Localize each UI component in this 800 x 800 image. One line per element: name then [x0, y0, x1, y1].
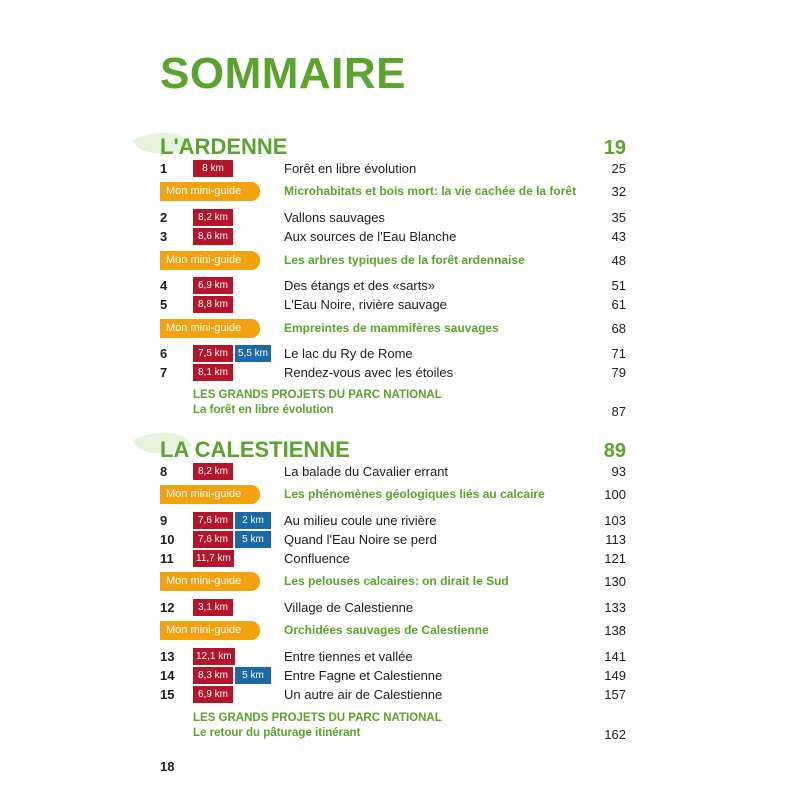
toc-walk-row[interactable] — [160, 159, 626, 178]
walk-number: 12 — [160, 600, 175, 615]
page-number: 71 — [611, 346, 626, 361]
toc-walk-row[interactable] — [160, 549, 626, 568]
short-distance-badge: 2 km — [235, 512, 271, 529]
toc-walk-row[interactable] — [160, 344, 626, 363]
guide-title: Les phénomènes géologiques liés au calcaire — [284, 487, 545, 501]
toc-guide-row[interactable] — [160, 319, 626, 338]
page-number: 138 — [604, 623, 626, 638]
page-number: 51 — [611, 278, 626, 293]
short-distance-badge: 5 km — [235, 531, 271, 548]
distance-badge: 8 km — [193, 160, 233, 177]
walk-number: 6 — [160, 346, 168, 361]
distance-badge: 3,1 km — [193, 599, 233, 616]
distance-badge: 8,6 km — [193, 228, 233, 245]
walk-title: Au milieu coule une rivière — [284, 513, 437, 528]
page-folio: 18 — [160, 759, 175, 774]
toc-projet-row[interactable] — [193, 388, 626, 420]
toc-projet-row[interactable] — [193, 711, 626, 743]
toc-walk-row[interactable] — [160, 511, 626, 530]
walk-number: 3 — [160, 229, 168, 244]
walk-number: 11 — [160, 551, 174, 566]
toc-walk-row[interactable] — [160, 685, 626, 704]
walk-title: Forêt en libre évolution — [284, 161, 417, 176]
walk-number: 2 — [160, 210, 168, 225]
toc-walk-row[interactable] — [160, 666, 626, 685]
walk-number: 9 — [160, 513, 168, 528]
toc-walk-row[interactable] — [160, 276, 626, 295]
walk-number: 1 — [160, 161, 168, 176]
distance-badge: 7,6 km — [193, 531, 233, 548]
distance-badge: 11,7 km — [193, 550, 234, 567]
walk-title: Un autre air de Calestienne — [284, 687, 443, 702]
page-number: 79 — [611, 365, 626, 380]
walk-title: Entre Fagne et Calestienne — [284, 668, 443, 683]
page-number: 61 — [611, 297, 626, 312]
page-number: 68 — [611, 321, 626, 336]
distance-badge: 6,9 km — [193, 686, 233, 703]
guide-title: Les arbres typiques de la forêt ardennaise — [284, 253, 525, 267]
walk-title: Quand l'Eau Noire se perd — [284, 532, 437, 547]
toc-walk-row[interactable] — [160, 295, 626, 314]
page-number: 93 — [611, 464, 626, 479]
page-number: 35 — [611, 210, 626, 225]
page-number: 48 — [611, 253, 626, 268]
walk-number: 13 — [160, 649, 175, 664]
toc-guide-row[interactable] — [160, 621, 626, 640]
guide-title: Les pelouses calcaires: on dirait le Sud — [284, 574, 509, 588]
distance-badge: 8,3 km — [193, 667, 233, 684]
guide-title: Empreintes de mammifères sauvages — [284, 321, 499, 335]
page-number: 157 — [604, 687, 626, 702]
page-number: 103 — [604, 513, 626, 528]
section-name: L'ARDENNE — [160, 134, 288, 159]
page-number: 32 — [611, 184, 626, 199]
walk-title: Entre tiennes et vallée — [284, 649, 413, 664]
projet-title: La forêt en libre évolution — [193, 404, 334, 416]
walk-title: Rendez-vous avec les étoiles — [284, 365, 454, 380]
distance-badge: 8,2 km — [193, 209, 233, 226]
toc-walk-row[interactable] — [160, 598, 626, 617]
projet-heading: LES GRANDS PROJETS DU PARC NATIONAL — [193, 712, 442, 724]
page-number: 141 — [604, 649, 626, 664]
toc-guide-row[interactable] — [160, 572, 626, 591]
distance-badge: 8,1 km — [193, 364, 233, 381]
walk-number: 4 — [160, 278, 168, 293]
toc-walk-row[interactable] — [160, 227, 626, 246]
toc-guide-row[interactable] — [160, 485, 626, 504]
page-title: SOMMAIRE — [160, 49, 406, 98]
distance-badge: 12,1 km — [193, 648, 235, 665]
walk-title: La balade du Cavalier errant — [284, 464, 449, 479]
distance-badge: 7,6 km — [193, 512, 233, 529]
mini-guide-badge: Mon mini-guide — [160, 182, 260, 201]
walk-number: 14 — [160, 668, 175, 683]
page-number: 25 — [611, 161, 626, 176]
walk-title: Aux sources de l'Eau Blanche — [284, 229, 457, 244]
guide-title: Microhabitats et bois mort: la vie cachée de la forêt — [284, 184, 577, 198]
walk-title: Village de Calestienne — [284, 600, 414, 615]
mini-guide-badge: Mon mini-guide — [160, 572, 260, 591]
mini-guide-badge: Mon mini-guide — [160, 319, 260, 338]
page-number: 121 — [604, 551, 626, 566]
walk-title: L'Eau Noire, rivière sauvage — [284, 297, 447, 312]
page-number: 149 — [604, 668, 626, 683]
section-name: LA CALESTIENNE — [160, 437, 350, 462]
page-number: 43 — [611, 229, 626, 244]
toc-walk-row[interactable] — [160, 647, 626, 666]
distance-badge: 6,9 km — [193, 277, 233, 294]
page-number: 100 — [604, 487, 626, 502]
distance-badge: 7,5 km — [193, 345, 233, 362]
mini-guide-badge: Mon mini-guide — [160, 251, 260, 270]
page-number: 113 — [605, 532, 626, 547]
section-page: 89 — [603, 440, 626, 462]
projet-title: Le retour du pâturage itinérant — [193, 727, 361, 739]
projet-heading: LES GRANDS PROJETS DU PARC NATIONAL — [193, 389, 442, 401]
mini-guide-badge: Mon mini-guide — [160, 621, 260, 640]
distance-badge: 8,2 km — [193, 463, 233, 480]
short-distance-badge: 5,5 km — [235, 345, 271, 362]
walk-number: 5 — [160, 297, 168, 312]
page-number: 133 — [604, 600, 626, 615]
walk-number: 7 — [160, 365, 168, 380]
toc-walk-row[interactable] — [160, 462, 626, 481]
mini-guide-badge: Mon mini-guide — [160, 485, 260, 504]
toc-guide-row[interactable] — [160, 182, 626, 201]
page-number: 87 — [611, 404, 626, 419]
short-distance-badge: 5 km — [235, 667, 271, 684]
toc-walk-row[interactable] — [160, 530, 626, 549]
section-header-calestienne[interactable] — [160, 437, 626, 463]
walk-title: Confluence — [284, 551, 350, 566]
toc-walk-row[interactable] — [160, 363, 626, 382]
walk-title: Le lac du Ry de Rome — [284, 346, 413, 361]
page-number: 162 — [604, 727, 626, 742]
distance-badge: 8,8 km — [193, 296, 233, 313]
guide-title: Orchidées sauvages de Calestienne — [284, 623, 489, 637]
toc-guide-row[interactable] — [160, 251, 626, 270]
section-page: 19 — [603, 137, 626, 159]
toc-walk-row[interactable] — [160, 208, 626, 227]
walk-title: Des étangs et des «sarts» — [284, 278, 436, 293]
walk-title: Vallons sauvages — [284, 210, 385, 225]
page-number: 130 — [604, 574, 626, 589]
walk-number: 10 — [160, 532, 175, 547]
walk-number: 15 — [160, 687, 175, 702]
walk-number: 8 — [160, 464, 168, 479]
section-header-ardenne[interactable] — [160, 134, 626, 160]
